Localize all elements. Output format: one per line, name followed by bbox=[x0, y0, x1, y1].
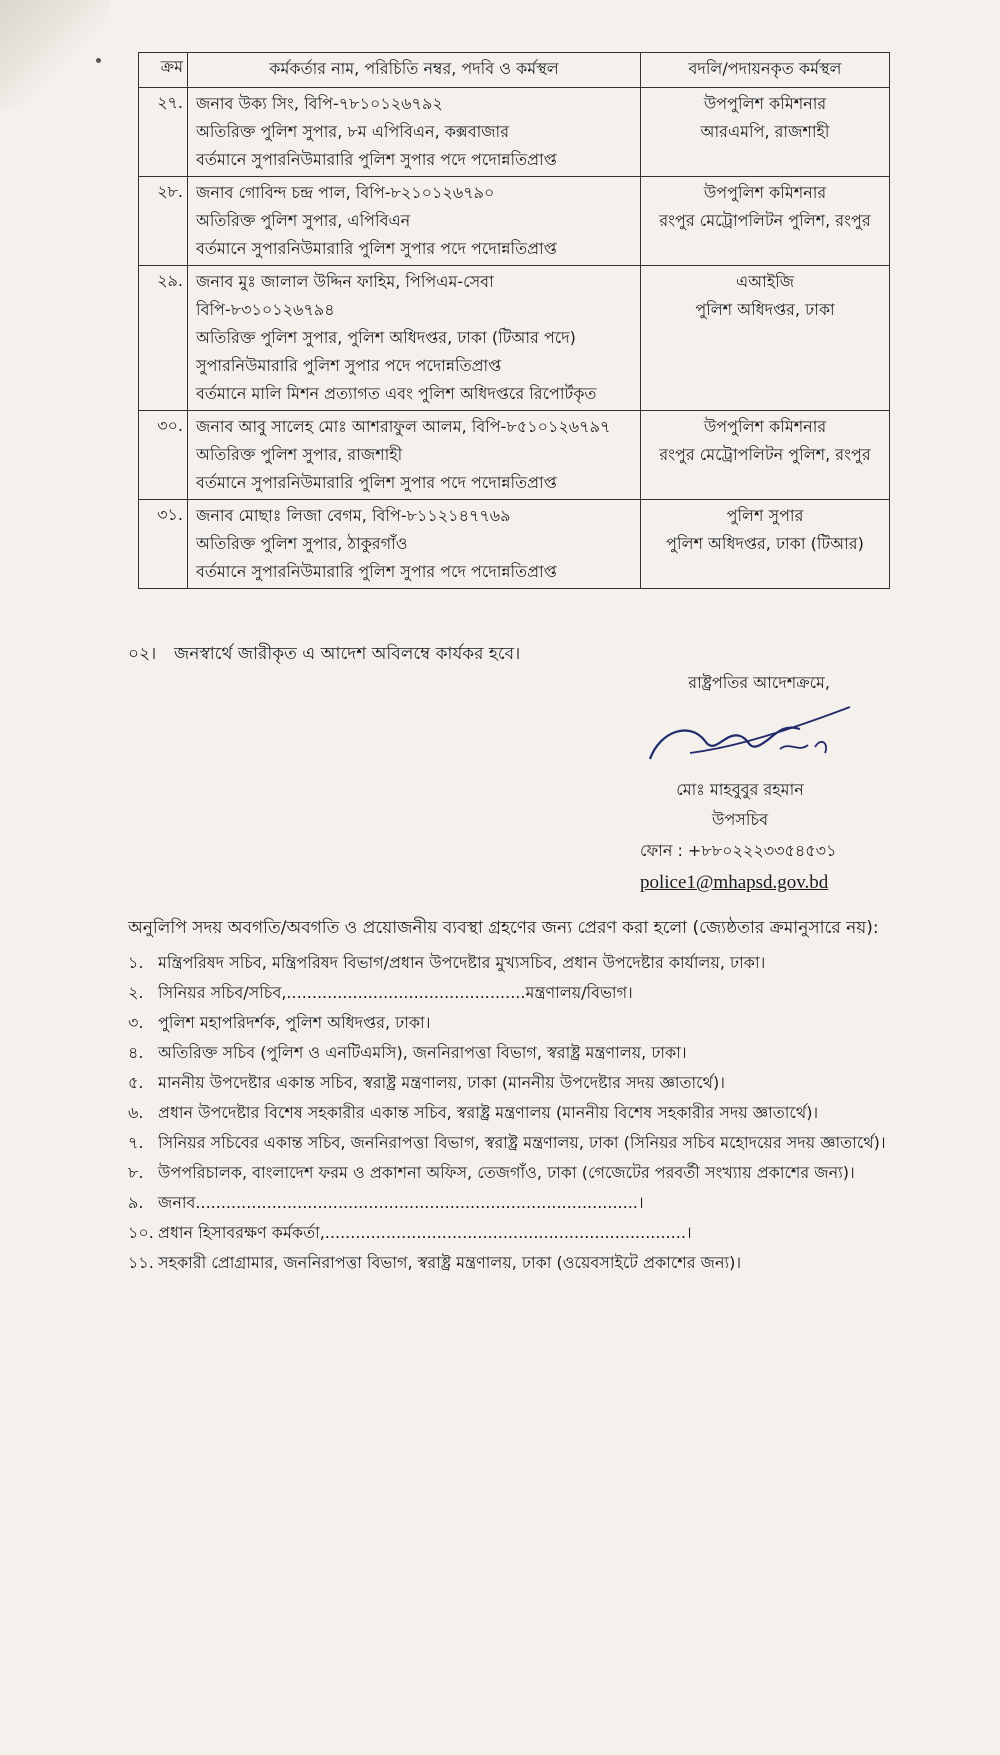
copy-item-number: ১. bbox=[128, 953, 144, 972]
row-serial: ২৮. bbox=[139, 177, 188, 266]
copy-item bbox=[128, 1068, 928, 1098]
copy-item-number: ১০. bbox=[128, 1223, 154, 1242]
email-address[interactable]: police1@mhapsd.gov.bd bbox=[640, 872, 829, 893]
row-serial: ২৯. bbox=[139, 266, 188, 411]
copy-item-text: মন্ত্রিপরিষদ সচিব, মন্ত্রিপরিষদ বিভাগ/প্রধান উপদেষ্টার মুখ্যসচিব, প্রধান উপদেষ্টার কার্যালয়, ঢাকা। bbox=[158, 953, 766, 972]
copy-item-number: ১১. bbox=[128, 1253, 154, 1272]
posting-line: পুলিশ অধিদপ্তর, ঢাকা bbox=[695, 300, 835, 319]
copy-item-text: প্রধান উপদেষ্টার বিশেষ সহকারীর একান্ত সচিব, স্বরাষ্ট্র মন্ত্রণালয় (মাননীয় বিশেষ সহকারীর সদয় জ্ঞাতার্থে)। bbox=[158, 1103, 819, 1122]
copy-item bbox=[128, 978, 928, 1008]
copy-item bbox=[128, 1248, 928, 1278]
by-order-text: রাষ্ট্রপতির আদেশক্রমে, bbox=[688, 673, 830, 692]
clause-text: জনস্বার্থে জারীকৃত এ আদেশ অবিলম্বে কার্যকর হবে। bbox=[174, 644, 521, 664]
header-officer: কর্মকর্তার নাম, পরিচিতি নম্বর, পদবি ও কর্মস্থল bbox=[188, 53, 641, 88]
table-row bbox=[139, 266, 890, 411]
copy-item bbox=[128, 1218, 928, 1248]
officer-line: অতিরিক্ত পুলিশ সুপার, এপিবিএন bbox=[196, 211, 411, 230]
copy-item-text: সিনিয়র সচিব/সচিব,...............................................মন্ত্রণালয়/বিভাগ। bbox=[158, 983, 633, 1002]
table-row bbox=[139, 88, 890, 177]
scan-corner-shadow bbox=[0, 0, 110, 110]
contact-block bbox=[640, 835, 836, 899]
officer-line: বিপি-৮৩১০১২৬৭৯৪ bbox=[196, 300, 335, 319]
copy-item bbox=[128, 1188, 928, 1218]
posting-line: আরএমপি, রাজশাহী bbox=[700, 122, 830, 141]
header-serial: ক্রম bbox=[139, 53, 188, 88]
transfer-table bbox=[138, 52, 890, 589]
copy-item bbox=[128, 1038, 928, 1068]
scan-dot bbox=[96, 58, 101, 63]
copy-item-text: মাননীয় উপদেষ্টার একান্ত সচিব, স্বরাষ্ট্র মন্ত্রণালয়, ঢাকা (মাননীয় উপদেষ্টার সদয় জ্ঞাতার্থে)। bbox=[158, 1073, 725, 1092]
officer-details bbox=[188, 88, 641, 177]
posting-details bbox=[641, 177, 890, 266]
copy-item-text: জনাব.......................................................................................। bbox=[158, 1193, 644, 1212]
copy-item bbox=[128, 1098, 928, 1128]
phone-number: ফোন : +৮৮০২২২৩৩৫৪৫৩১ bbox=[640, 841, 837, 860]
copy-item bbox=[128, 948, 928, 978]
officer-line: অতিরিক্ত পুলিশ সুপার, ঠাকুরগাঁও bbox=[196, 534, 408, 553]
table-row bbox=[139, 177, 890, 266]
copy-item-text: অতিরিক্ত সচিব (পুলিশ ও এনটিএমসি), জননিরাপত্তা বিভাগ, স্বরাষ্ট্র মন্ত্রণালয়, ঢাকা। bbox=[158, 1043, 687, 1062]
officer-line: অতিরিক্ত পুলিশ সুপার, রাজশাহী bbox=[196, 445, 403, 464]
officer-line: জনাব গোবিন্দ চন্দ্র পাল, বিপি-৮২১০১২৬৭৯০ bbox=[196, 183, 495, 202]
copy-item-number: ৮. bbox=[128, 1163, 144, 1182]
officer-details bbox=[188, 177, 641, 266]
posting-line: এআইজি bbox=[735, 272, 795, 291]
copy-item-text: পুলিশ মহাপরিদর্শক, পুলিশ অধিদপ্তর, ঢাকা। bbox=[158, 1013, 431, 1032]
posting-line: উপপুলিশ কমিশনার bbox=[703, 417, 827, 436]
copy-item bbox=[128, 1008, 928, 1038]
posting-line: উপপুলিশ কমিশনার bbox=[703, 94, 827, 113]
signatory-name: মোঃ মাহবুবুর রহমান bbox=[676, 780, 804, 799]
officer-line: জনাব উক্য সিং, বিপি-৭৮১০১২৬৭৯২ bbox=[196, 94, 443, 113]
officer-details bbox=[188, 266, 641, 411]
posting-line: পুলিশ অধিদপ্তর, ঢাকা (টিআর) bbox=[666, 534, 864, 553]
officer-line: জনাব মোছাঃ লিজা বেগম, বিপি-৮১১২১৪৭৭৬৯ bbox=[196, 506, 511, 525]
copy-item bbox=[128, 1158, 928, 1188]
copy-list bbox=[128, 948, 928, 1278]
copy-item-number: ৩. bbox=[128, 1013, 144, 1032]
posting-details bbox=[641, 88, 890, 177]
copy-item-number: ৫. bbox=[128, 1073, 144, 1092]
copy-item-text: সিনিয়র সচিবের একান্ত সচিব, জননিরাপত্তা বিভাগ, স্বরাষ্ট্র মন্ত্রণালয়, ঢাকা (সিনিয়র সচিব মহোদয়ের সদয় জ্ঞাতার্থে)। bbox=[158, 1133, 886, 1152]
officer-line: বর্তমানে মালি মিশন প্রত্যাগত এবং পুলিশ অধিদপ্তরে রিপোর্টকৃত bbox=[196, 384, 597, 403]
table-row bbox=[139, 411, 890, 500]
posting-details bbox=[641, 266, 890, 411]
posting-line: পুলিশ সুপার bbox=[726, 506, 804, 525]
copy-item-number: ৭. bbox=[128, 1133, 144, 1152]
posting-details bbox=[641, 411, 890, 500]
signatory-designation: উপসচিব bbox=[711, 810, 768, 829]
officer-details bbox=[188, 500, 641, 589]
officer-line: সুপারনিউমারারি পুলিশ সুপার পদে পদোন্নতিপ্রাপ্ত bbox=[196, 356, 502, 375]
posting-line: উপপুলিশ কমিশনার bbox=[703, 183, 827, 202]
officer-line: অতিরিক্ত পুলিশ সুপার, পুলিশ অধিদপ্তর, ঢাকা (টিআর পদে) bbox=[196, 328, 576, 347]
table-row bbox=[139, 500, 890, 589]
copy-item-text: সহকারী প্রোগ্রামার, জননিরাপত্তা বিভাগ, স্বরাষ্ট্র মন্ত্রণালয়, ঢাকা (ওয়েবসাইটে প্রকাশের জন্য)। bbox=[158, 1253, 742, 1272]
officer-line: বর্তমানে সুপারনিউমারারি পুলিশ সুপার পদে পদোন্নতিপ্রাপ্ত bbox=[196, 562, 557, 581]
table-body bbox=[139, 88, 890, 589]
header-posting: বদলি/পদায়নকৃত কর্মস্থল bbox=[641, 53, 890, 88]
copy-heading: অনুলিপি সদয় অবগতি/অবগতি ও প্রয়োজনীয় ব্যবস্থা গ্রহণের জন্য প্রেরণ করা হলো (জ্যেষ্ঠতার ক্রমানুসারে নয়): bbox=[128, 918, 879, 938]
copy-item bbox=[128, 1128, 928, 1158]
effect-clause bbox=[128, 641, 520, 669]
row-serial: ৩১. bbox=[139, 500, 188, 589]
row-serial: ২৭. bbox=[139, 88, 188, 177]
posting-line: রংপুর মেট্রোপলিটন পুলিশ, রংপুর bbox=[659, 445, 871, 464]
copy-item-text: উপপরিচালক, বাংলাদেশ ফরম ও প্রকাশনা অফিস, তেজগাঁও, ঢাকা (গেজেটের পরবর্তী সংখ্যায় প্রকাশের জন্য)। bbox=[158, 1163, 855, 1182]
officer-line: বর্তমানে সুপারনিউমারারি পুলিশ সুপার পদে পদোন্নতিপ্রাপ্ত bbox=[196, 150, 557, 169]
row-serial: ৩০. bbox=[139, 411, 188, 500]
officer-line: বর্তমানে সুপারনিউমারারি পুলিশ সুপার পদে পদোন্নতিপ্রাপ্ত bbox=[196, 239, 557, 258]
table-header-row bbox=[139, 53, 890, 88]
officer-line: অতিরিক্ত পুলিশ সুপার, ৮ম এপিবিএন, কক্সবাজার bbox=[196, 122, 509, 141]
officer-line: জনাব আবু সালেহ মোঃ আশরাফুল আলম, বিপি-৮৫১০১২৬৭৯৭ bbox=[196, 417, 611, 436]
copy-item-number: ৬. bbox=[128, 1103, 144, 1122]
copy-item-number: ৯. bbox=[128, 1193, 144, 1212]
clause-number: ০২। bbox=[128, 644, 157, 664]
posting-details bbox=[641, 500, 890, 589]
handwritten-signature bbox=[610, 697, 870, 775]
signature-block bbox=[610, 670, 870, 835]
copy-item-text: প্রধান হিসাবরক্ষণ কর্মকর্তা,.......................................................................। bbox=[158, 1223, 692, 1242]
officer-line: বর্তমানে সুপারনিউমারারি পুলিশ সুপার পদে পদোন্নতিপ্রাপ্ত bbox=[196, 473, 557, 492]
posting-line: রংপুর মেট্রোপলিটন পুলিশ, রংপুর bbox=[659, 211, 871, 230]
officer-line: জনাব মুঃ জালাল উদ্দিন ফাহিম, পিপিএম-সেবা bbox=[196, 272, 494, 291]
copy-item-number: ২. bbox=[128, 983, 144, 1002]
copy-item-number: ৪. bbox=[128, 1043, 144, 1062]
officer-details bbox=[188, 411, 641, 500]
